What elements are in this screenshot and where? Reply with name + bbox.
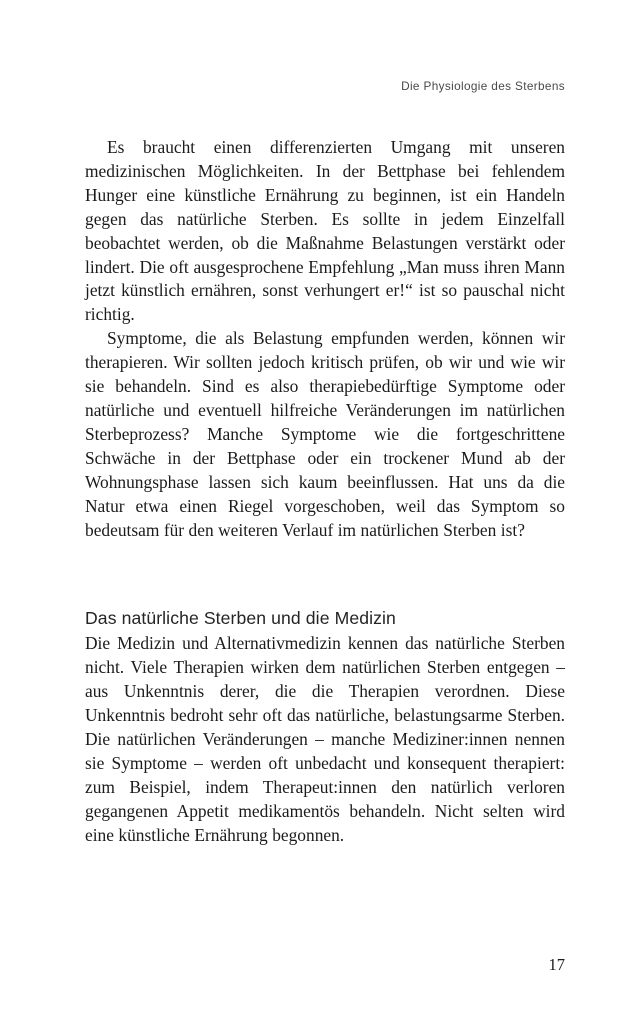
page-number: 17 xyxy=(548,955,565,974)
section-heading: Das natürliche Sterben und die Medizin xyxy=(85,608,396,629)
text-column xyxy=(85,136,565,847)
body-paragraph: Die Medizin und Alternativmedizin kennen das natürliche Sterben nicht. Viele Therapien wirken dem natürlichen Sterben entgegen – aus Unkenntnis derer, die die Therapien verordnen. Diese Unkenntnis bedroht sehr oft das natürliche, belastungsarme Sterben. Die natürlichen Veränderungen – manche Mediziner:innen nennen sie Symptome – werden oft unbedacht und konsequent therapiert: zum Beispiel, indem Therapeut:innen den natürlich verloren gegangenen Appetit medikamentös behandeln. Nicht selten wird eine künstliche Ernährung begonnen. xyxy=(85,633,565,845)
body-paragraph: Es braucht einen differenzierten Umgang mit unseren medizinischen Möglichkeiten. In der Bettphase bei fehlendem Hunger eine künstliche Ernährung zu beginnen, ist ein Handeln gegen das natürliche Sterben. Es sollte in jedem Einzelfall beobachtet werden, ob die Maßnahme Belastungen verstärkt oder lindert. Die oft ausgesprochene Empfehlung „Man muss ihren Mann jetzt künstlich ernähren, sonst verhungert er!“ ist so pauschal nicht richtig. xyxy=(85,137,565,325)
body-paragraph: Symptome, die als Belastung empfunden werden, können wir therapieren. Wir sollten jedoch kritisch prüfen, ob wir und wie wir sie behandeln. Sind es also therapiebedürftige Symptome oder natürliche und eventuell hilfreiche Veränderungen im natürlichen Sterbeprozess? Manche Symptome wie die fortgeschrittene Schwäche in der Bettphase oder ein trockener Mund ab der Wohnungsphase lassen sich kaum beeinflussen. Hat uns da die Natur etwa einen Riegel vorgeschoben, weil das Symptom so bedeutsam für den weiteren Verlauf im natürlichen Sterben ist? xyxy=(85,328,565,540)
section-block xyxy=(85,607,565,847)
running-header: Die Physiologie des Sterbens xyxy=(401,79,565,93)
